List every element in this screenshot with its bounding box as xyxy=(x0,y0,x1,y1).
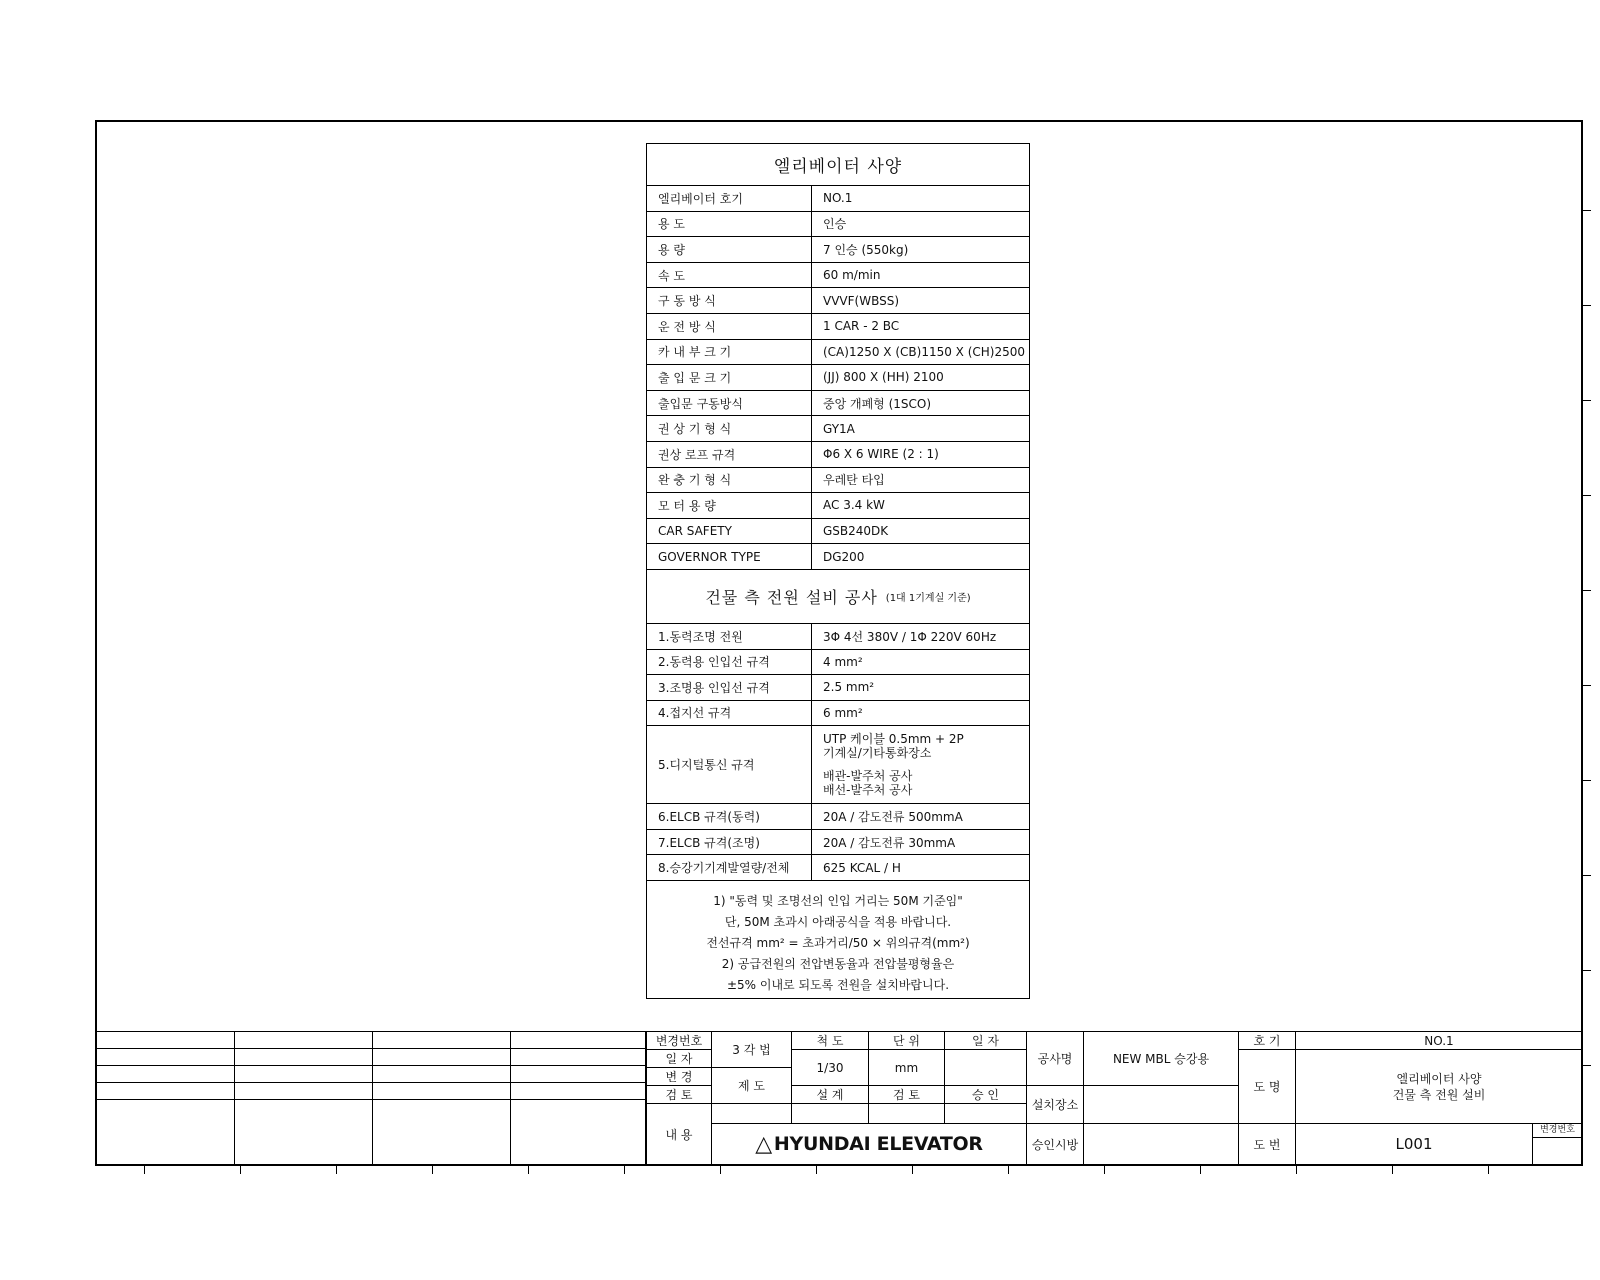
spec-value: GY1A xyxy=(823,421,855,436)
spec-row xyxy=(647,701,1029,727)
note-line: 전선규격 mm² = 초과거리/50 × 위의규격(mm²) xyxy=(706,936,970,951)
spec-key: 속 도 xyxy=(647,263,812,288)
spec-value: 중앙 개폐형 (1SCO) xyxy=(823,396,932,411)
spec-value: DG200 xyxy=(823,549,865,564)
spec-key: 운 전 방 식 xyxy=(647,314,812,339)
spec-value: Φ6 X 6 WIRE (2 : 1) xyxy=(823,447,939,462)
note-line: 1) "동력 및 조명선의 인입 거리는 50M 기준임" xyxy=(713,894,963,909)
content-label: 내 용 xyxy=(647,1104,712,1165)
spec-key: 완 충 기 형 식 xyxy=(647,468,812,493)
spec-notes xyxy=(647,881,1029,998)
spec-row xyxy=(647,186,1029,212)
spec-key: 권상 로프 규격 xyxy=(647,442,812,467)
spec-value: 2.5 mm² xyxy=(823,680,875,695)
spec-row xyxy=(647,650,1029,676)
spec-row xyxy=(647,263,1029,289)
spec-key: 구 동 방 식 xyxy=(647,288,812,313)
title-block: 변경번호 3 각 법 척 도 단 위 일 자 공사명 NEW MBL 승강용 호 기 NO.1 일 자 1/30 mm 도 명 엘리베이터 사양 건물 측 전원 설비 변 경 제 도 검 토 설 계 검 토 승 인 설치장소 내 용 △ HYUNDAI ELEVATOR 승인시방 도 번 L001 변경번호 xyxy=(646,1031,1583,1165)
rev-no-label: 변경번호 xyxy=(647,1032,712,1050)
spec-row xyxy=(647,804,1029,830)
spec-row xyxy=(647,493,1029,519)
triangle-logo-icon: △ xyxy=(755,1131,772,1157)
power-section-title: 건물 측 전원 설비 공사 (1대 1기계실 기준) xyxy=(647,570,1029,624)
spec-row xyxy=(647,212,1029,238)
spec-row xyxy=(647,544,1029,570)
note-line: 2) 공급전원의 전압변동율과 전압불평형율은 xyxy=(721,957,955,972)
spec-row xyxy=(647,519,1029,545)
spec-key: 1.동력조명 전원 xyxy=(647,624,812,649)
spec-table xyxy=(646,143,1030,999)
project-name: NEW MBL 승강용 xyxy=(1084,1032,1239,1086)
spec-row xyxy=(647,468,1029,494)
spec-key: 6.ELCB 규격(동력) xyxy=(647,804,812,829)
spec-key: 4.접지선 규격 xyxy=(647,701,812,726)
spec-row xyxy=(647,237,1029,263)
spec-key: 용 량 xyxy=(647,237,812,262)
spec-row xyxy=(647,391,1029,417)
spec-key: 권 상 기 형 식 xyxy=(647,416,812,441)
spec-row xyxy=(647,416,1029,442)
spec-key: 용 도 xyxy=(647,212,812,237)
spec-value: 6 mm² xyxy=(823,705,863,720)
spec-value: 20A / 감도전류 500mmA xyxy=(823,810,963,825)
unit-number: NO.1 xyxy=(1296,1032,1583,1050)
spec-row xyxy=(647,855,1029,881)
note-line: ±5% 이내로 되도록 전원을 설치바랍니다. xyxy=(726,978,950,993)
spec-value: (CA)1250 X (CB)1150 X (CH)2500 xyxy=(823,344,1026,359)
spec-key: GOVERNOR TYPE xyxy=(647,544,812,569)
spec-key: 8.승강기기계발열량/전체 xyxy=(647,855,812,880)
spec-key: CAR SAFETY xyxy=(647,519,812,544)
spec-row xyxy=(647,314,1029,340)
spec-value: GSB240DK xyxy=(823,524,889,539)
spec-key: 출입문 구동방식 xyxy=(647,391,812,416)
spec-row xyxy=(647,288,1029,314)
spec-value: 7 인승 (550kg) xyxy=(823,242,909,257)
spec-row xyxy=(647,675,1029,701)
spec-value: VVVF(WBSS) xyxy=(823,293,900,308)
spec-value: AC 3.4 kW xyxy=(823,498,885,513)
revision-grid xyxy=(96,1031,646,1165)
spec-value: 4 mm² xyxy=(823,654,863,669)
spec-row xyxy=(647,830,1029,856)
spec-key: 카 내 부 크 기 xyxy=(647,340,812,365)
spec-row xyxy=(647,365,1029,391)
spec-key: 7.ELCB 규격(조명) xyxy=(647,830,812,855)
drawing-name: 엘리베이터 사양 건물 측 전원 설비 xyxy=(1296,1050,1583,1124)
spec-key: 모 터 용 량 xyxy=(647,493,812,518)
note-line: 단, 50M 초과시 아래공식을 적용 바랍니다. xyxy=(724,915,952,930)
spec-title: 엘리베이터 사양 xyxy=(647,144,1029,186)
projection-method: 3 각 법 xyxy=(712,1032,792,1068)
unit-value: mm xyxy=(869,1050,945,1086)
spec-value: (JJ) 800 X (HH) 2100 xyxy=(823,370,944,385)
spec-value: NO.1 xyxy=(823,191,853,206)
spec-value: 우레탄 타입 xyxy=(823,473,885,488)
company-logo: △ HYUNDAI ELEVATOR xyxy=(712,1124,1027,1165)
spec-row xyxy=(647,442,1029,468)
spec-row xyxy=(647,340,1029,366)
spec-value: 60 m/min xyxy=(823,268,881,283)
spec-value: 20A / 감도전류 30mmA xyxy=(823,835,956,850)
spec-value: 625 KCAL / H xyxy=(823,860,901,875)
spec-value: 1 CAR - 2 BC xyxy=(823,319,900,334)
spec-key: 엘리베이터 호기 xyxy=(647,186,812,211)
spec-key: 3.조명용 인입선 규격 xyxy=(647,675,812,700)
spec-row xyxy=(647,624,1029,650)
spec-value: 3Φ 4선 380V / 1Φ 220V 60Hz xyxy=(823,629,997,644)
drawing-number: L001 xyxy=(1296,1124,1533,1165)
digital-comm-row: 5.디지털통신 규격 UTP 케이블 0.5mm + 2P 기계실/기타통화장소 배관-발주처 공사 배선-발주처 공사 xyxy=(647,726,1029,804)
scale-value: 1/30 xyxy=(792,1050,869,1086)
spec-value: 인승 xyxy=(823,217,847,232)
spec-key: 2.동력용 인입선 규격 xyxy=(647,650,812,675)
revision-number-box: 변경번호 xyxy=(1533,1124,1583,1165)
spec-key: 출 입 문 크 기 xyxy=(647,365,812,390)
